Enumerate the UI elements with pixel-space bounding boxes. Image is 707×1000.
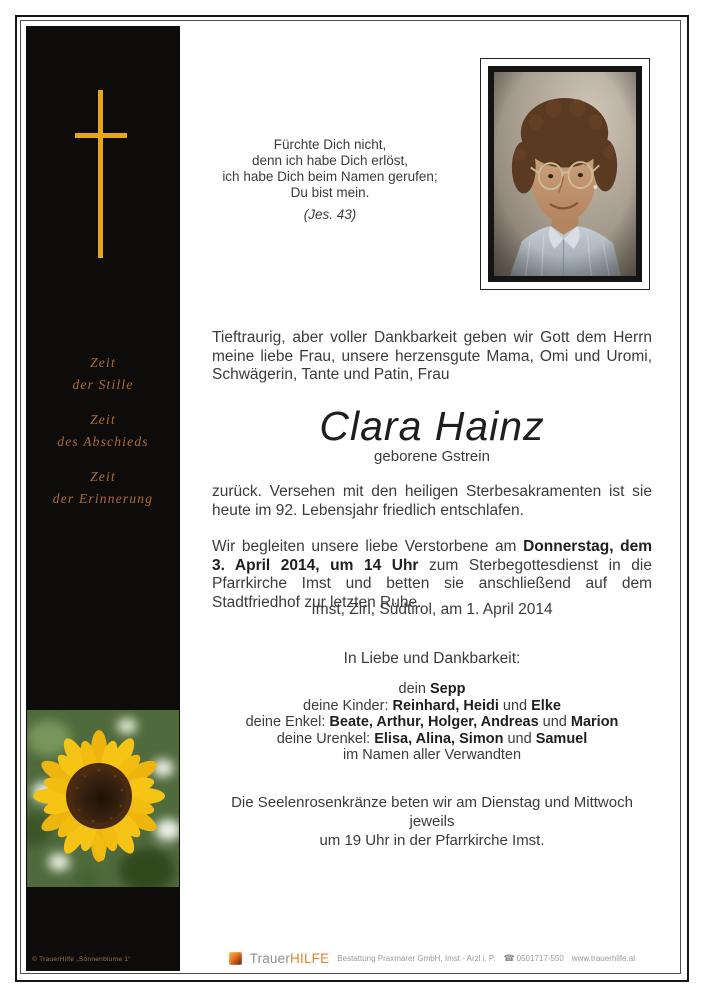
sidebar-phrase-abschied xyxy=(26,409,180,453)
phrase-line: des Abschieds xyxy=(57,434,149,449)
phrase-line: Zeit xyxy=(90,355,116,370)
cross-horizontal-bar xyxy=(75,133,127,138)
dateline: Imst, Zirl, Südtirol, am 1. April 2014 xyxy=(311,601,553,618)
quote-line: ich habe Dich beim Namen gerufen; xyxy=(222,169,438,184)
deceased-name: Clara Hainz xyxy=(319,403,545,449)
funeral-text-pre: Wir begleiten unsere liebe Verstorbene am xyxy=(212,538,524,555)
family-line-children xyxy=(182,698,682,715)
phrase-line: der Stille xyxy=(72,377,134,392)
family-text: und xyxy=(498,697,532,714)
funeral-text-post: zum Sterbegottesdienst in die Pfarrkirche Imst und betten sie anschließend auf dem Stadtfriedhof zur letzten Ruhe. xyxy=(212,556,652,611)
family-text: dein xyxy=(398,681,430,697)
family-text: deine Urenkel: xyxy=(276,730,375,747)
footer-phone xyxy=(503,953,563,964)
family-name: Elke xyxy=(531,697,561,714)
brand-name xyxy=(250,951,330,966)
funeral-date-bold: Donnerstag, dem 3. April 2014, um 14 Uhr xyxy=(212,538,653,574)
trauerhilfe-logo-icon xyxy=(229,952,242,965)
brand-name-orange: HILFE xyxy=(290,950,330,966)
brand-name-gray: Trauer xyxy=(249,950,291,966)
image-copyright: © TrauerHilfe „Sonnenblume 1“ xyxy=(32,956,131,963)
family-text: und xyxy=(538,714,571,730)
sidebar-phrase-erinnerung xyxy=(26,466,180,510)
family-text: deine Enkel: xyxy=(245,714,330,730)
family-line-grandchildren xyxy=(182,714,682,731)
phrase-line: Zeit xyxy=(90,412,116,427)
family-list xyxy=(182,681,682,764)
quote-line: denn ich habe Dich erlöst, xyxy=(251,153,409,168)
quote-line: Fürchte Dich nicht, xyxy=(273,137,387,152)
maiden-name: geborene Gstrein xyxy=(374,448,490,465)
family-line-husband xyxy=(182,681,682,698)
portrait-image xyxy=(494,72,636,276)
rosary-line: Die Seelenrosenkränze beten wir am Dienstag und Mittwoch jeweils xyxy=(231,794,633,830)
family-line-greatgrandchildren xyxy=(182,731,682,748)
scripture-quote xyxy=(205,137,455,223)
family-name: Beate, Arthur, Holger, Andreas xyxy=(329,714,539,730)
footer xyxy=(162,948,702,968)
footer-phone-number: 0501717-550 xyxy=(516,953,564,963)
family-text: und xyxy=(503,730,536,747)
portrait-frame xyxy=(480,58,650,290)
sidebar-phrase-stille xyxy=(26,352,180,396)
sunflower-image xyxy=(27,710,179,887)
phrase-line: Zeit xyxy=(90,469,116,484)
rosary-line: um 19 Uhr in der Pfarrkirche Imst. xyxy=(319,832,545,849)
intro-paragraph: Tieftraurig, aber voller Dankbarkeit geben wir Gott dem Herrn meine liebe Frau, unsere herzensgute Mama, Omi und Uromi, Schwägerin, Tante und Patin, Frau xyxy=(212,329,652,383)
phone-icon: ☎ xyxy=(503,952,515,963)
phrase-line: der Erinnerung xyxy=(52,491,154,506)
family-name: Samuel xyxy=(535,730,588,747)
family-text: deine Kinder: xyxy=(303,697,393,714)
family-line-relatives: im Namen aller Verwandten xyxy=(342,747,522,763)
passing-paragraph: zurück. Versehen mit den heiligen Sterbesakramenten ist sie heute im 92. Lebensjahr friedlich entschlafen. xyxy=(212,483,652,519)
family-name: Reinhard, Heidi xyxy=(392,697,499,714)
quote-source: (Jes. 43) xyxy=(303,207,357,222)
family-name: Elisa, Alina, Simon xyxy=(374,730,504,747)
family-name: Sepp xyxy=(430,681,466,697)
sunflower-photo xyxy=(27,710,179,887)
cross-vertical-bar xyxy=(98,90,103,258)
footer-website: www.trauerhilfe.at xyxy=(571,953,636,963)
footer-company: Bestattung Praxmarer GmbH, Imst - Arzl i. P. xyxy=(337,953,496,963)
sidebar xyxy=(26,26,180,971)
rosary-notice xyxy=(212,793,652,850)
salutation: In Liebe und Dankbarkeit: xyxy=(343,650,521,667)
family-name: Marion xyxy=(570,714,619,730)
portrait-photo xyxy=(488,66,642,282)
quote-line: Du bist mein. xyxy=(290,185,370,200)
